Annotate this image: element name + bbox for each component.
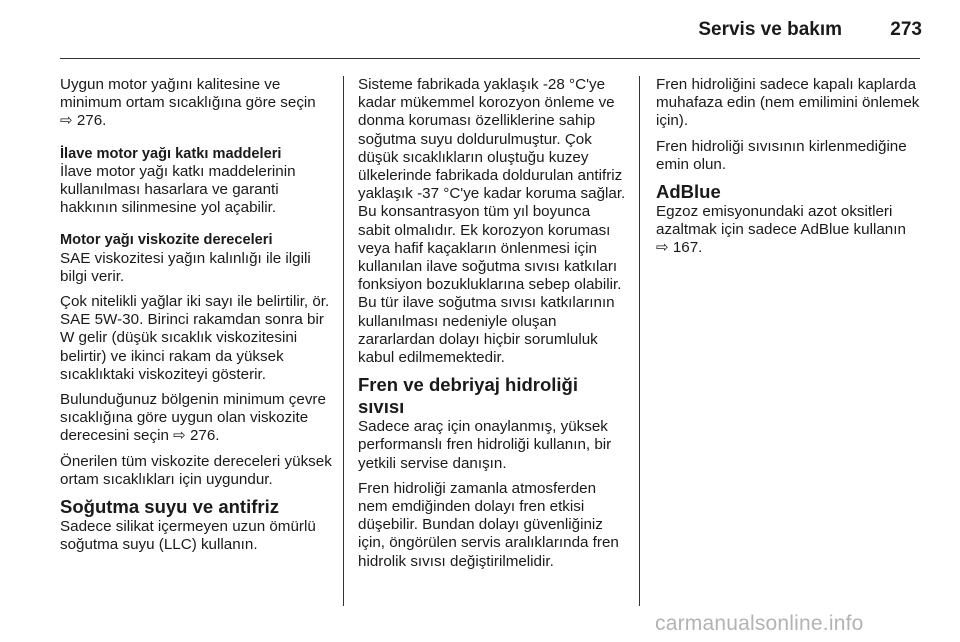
column-1 (60, 76, 336, 561)
page-ref-number: 276. (189, 427, 220, 445)
section-title: Motor yağı viskozite dereceleri (60, 232, 273, 249)
page-header (0, 0, 960, 56)
page-number: 273 (890, 19, 922, 40)
paragraph: Önerilen tüm viskozite dereceleri yüksek ortam sıcaklıkları için uygundur. (60, 452, 332, 488)
column-divider-2 (639, 76, 640, 606)
paragraph: Fren hidroliğini sadece kapalı kaplarda muhafaza edin (nem emilimini önlemek için). (656, 76, 920, 130)
paragraph: Fren hidroliği sıvısının kirlenmediğine emin olun. (656, 137, 907, 173)
section-additives (60, 145, 336, 218)
column-3 (656, 76, 926, 265)
paragraph-text: Egzoz emisyonundaki azot oksitleri azaltmak için sadece AdBlue kullanın (656, 203, 906, 239)
section-title: İlave motor yağı katkı maddeleri (60, 145, 282, 162)
page-ref-number: 167. (672, 239, 703, 257)
watermark: carmanualsonline.info (655, 612, 864, 635)
paragraph: Çok nitelikli yağlar iki sayı ile belirtilir, ör. SAE 5W-30. Birinci rakamdan sonra bir W gelir (düşük sıcaklık viskozitesini belirtir) ve ikinci rakam da yüksek sıcaklıktaki viskoziteyi gösterir. (60, 293, 330, 383)
page-ref-link[interactable] (656, 239, 702, 256)
page-ref-link[interactable] (173, 427, 219, 444)
paragraph: Sisteme fabrikada yaklaşık -28 °C'ye kadar mükemmel korozyon önleme ve donma koruması özelliklerine sahip soğutma suyu doldurulmuştur. Çok düşük sıcaklıkların oluştuğu kuzey ülkelerinde fabrikada doldurulan antifriz yaklaşık -37 °C'ye kadar koruma sağlar. Bu konsantrasyon tüm yıl boyunca sabit olmalıdır. Ek korozyon koruması veya hafif kaçakların önlenmesi için kullanılan ilave soğutma sıvısı katkıları fonksiyon bozukluklarına sebep olabilir. Bu tür ilave soğutma sıvısı katkılarının kullanılması nedeniyle oluşan zararlardan dolayı hiçbir sorumluluk kabul edilmemektedir. (358, 76, 626, 367)
page-ref-arrow-icon: ⇨ (173, 427, 186, 445)
paragraph (656, 203, 926, 258)
paragraph-text: Uygun motor yağını kalitesine ve minimum ortam sıcaklığına göre seçin (60, 76, 316, 112)
section-heading: Soğutma suyu ve antifriz (60, 496, 279, 518)
section-viscosity (60, 231, 336, 286)
header-title: Servis ve bakım (698, 19, 842, 40)
paragraph-text: Bulunduğunuz bölgenin minimum çevre sıcaklığına göre uygun olan viskozite derecesini seçin (60, 391, 326, 445)
paragraph: Sadece araç için onaylanmış, yüksek performanslı fren hidroliği kullanın, bir yetkili servise danışın. (358, 418, 612, 472)
page-ref-number: 276. (76, 112, 107, 130)
section-heading: Fren ve debriyaj hidroliği sıvısı (358, 374, 578, 418)
page-ref-arrow-icon: ⇨ (60, 112, 73, 130)
page-ref-link[interactable] (60, 112, 106, 129)
paragraph (60, 76, 336, 131)
column-2 (358, 76, 626, 578)
section-text: İlave motor yağı katkı maddelerinin kullanılması hasarlara ve garanti hakkının silinmesine yol açabilir. (60, 162, 296, 217)
paragraph: Sadece silikat içermeyen uzun ömürlü soğutma suyu (LLC) kullanın. (60, 518, 316, 554)
section-text: SAE viskozitesi yağın kalınlığı ile ilgili bilgi verir. (60, 249, 311, 285)
paragraph: Fren hidroliği zamanla atmosferden nem emdiğinden dolayı fren etkisi düşebilir. Bundan dolayı güvenliğiniz için, öngörülen servis aralıklarında fren hidrolik sıvısı değiştirilmelidir. (358, 479, 619, 570)
column-divider-1 (343, 76, 344, 606)
page-ref-arrow-icon: ⇨ (656, 239, 669, 257)
header-divider (60, 58, 920, 59)
paragraph (60, 391, 336, 446)
section-heading: AdBlue (656, 181, 721, 203)
